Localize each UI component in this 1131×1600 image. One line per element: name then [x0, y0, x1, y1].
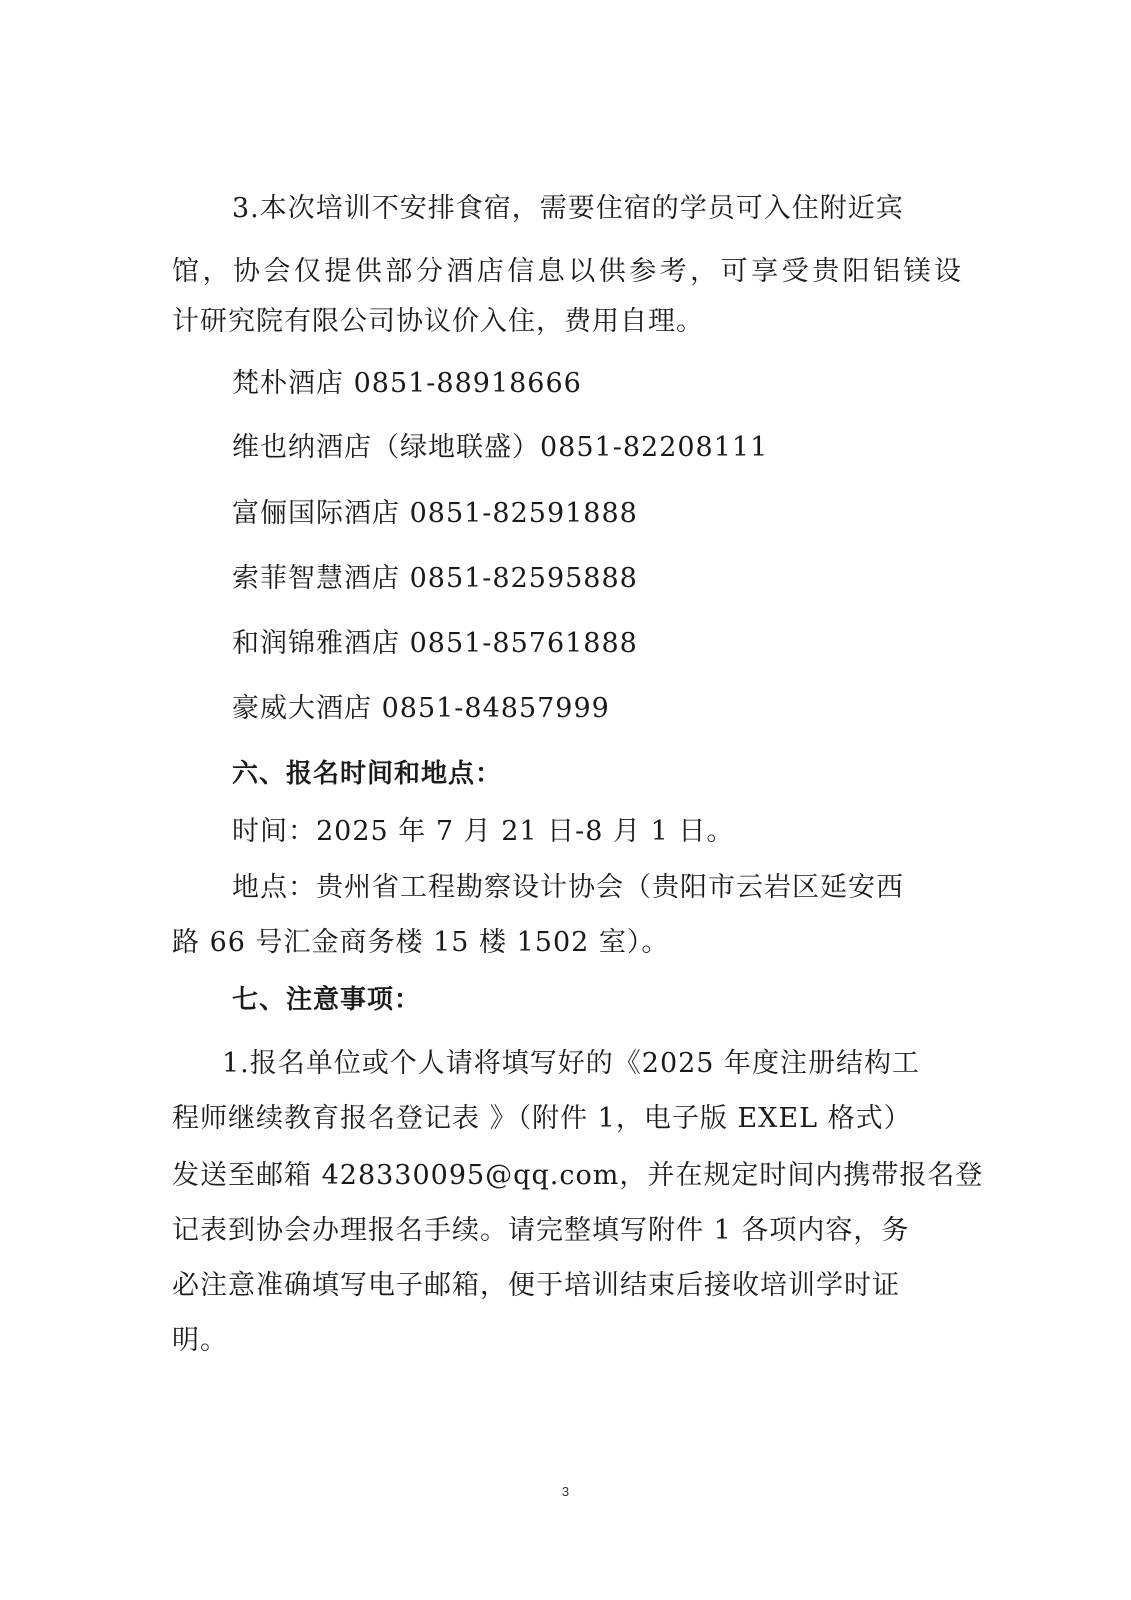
paragraph-line: 1.报名单位或个人请将填写好的《2025 年度注册结构工	[222, 1048, 921, 1079]
registration-location: 地点：贵州省工程勘察设计协会（贵阳市云岩区延安西	[232, 872, 904, 903]
hotel-item: 梵朴酒店 0851-88918666	[232, 368, 582, 399]
hotel-item: 和润锦雅酒店 0851-85761888	[232, 628, 638, 659]
section-heading: 七、注意事项：	[232, 985, 422, 1015]
hotel-item: 维也纳酒店（绿地联盛）0851-82208111	[232, 432, 769, 463]
paragraph-line: 计研究院有限公司协议价入住，费用自理。	[172, 306, 704, 337]
registration-time: 时间：2025 年 7 月 21 日-8 月 1 日。	[232, 816, 735, 847]
paragraph-line: 发送至邮箱 428330095@qq.com，并在规定时间内携带报名登	[172, 1160, 984, 1191]
paragraph-line: 明。	[172, 1325, 228, 1356]
paragraph-line: 必注意准确填写电子邮箱，便于培训结束后接收培训学时证	[172, 1270, 900, 1301]
paragraph-line: 程师继续教育报名登记表 》（附件 1，电子版 EXEL 格式）	[172, 1103, 912, 1134]
hotel-item: 索菲智慧酒店 0851-82595888	[232, 563, 638, 594]
section-heading: 六、报名时间和地点：	[232, 759, 503, 789]
paragraph-line: 3.本次培训不安排食宿，需要住宿的学员可入住附近宾	[232, 193, 904, 224]
hotel-item: 富俪国际酒店 0851-82591888	[232, 498, 638, 529]
paragraph-line: 馆，协会仅提供部分酒店信息以供参考，可享受贵阳铝镁设	[172, 256, 962, 287]
registration-location: 路 66 号汇金商务楼 15 楼 1502 室）。	[172, 927, 670, 958]
paragraph-line: 记表到协会办理报名手续。请完整填写附件 1 各项内容，务	[172, 1215, 910, 1246]
page-number: 3	[561, 1484, 570, 1499]
hotel-item: 豪威大酒店 0851-84857999	[232, 693, 610, 724]
